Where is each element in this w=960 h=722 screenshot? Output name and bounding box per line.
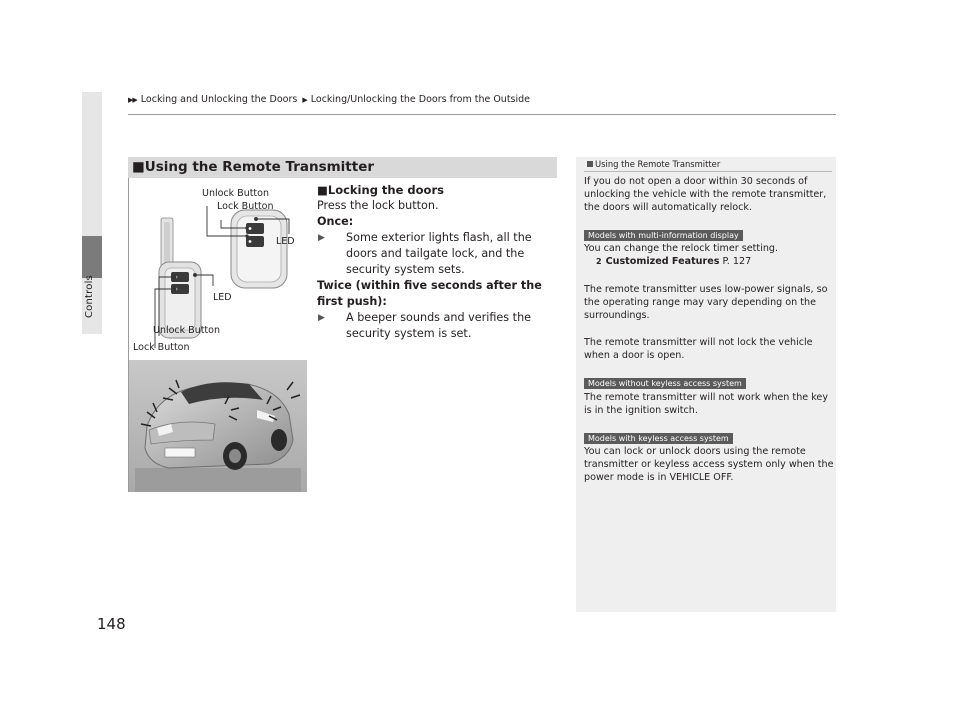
notes-panel	[576, 157, 836, 612]
twice-text: A beeper sounds and verifies the security system is set.	[346, 311, 532, 340]
breadcrumb	[128, 94, 530, 105]
badge-with-keyless: Models with keyless access system	[584, 433, 733, 444]
header-divider	[128, 114, 836, 115]
notes-title	[587, 159, 720, 169]
twice-label: Twice (within five seconds after the first push):	[317, 279, 542, 308]
notes-title-text: Using the Remote Transmitter	[595, 159, 721, 169]
note-relock: If you do not open a door within 30 seconds of unlocking the vehicle with the remote transmitter, the doors will automatically relock.	[584, 176, 827, 213]
callout-led-bottom: LED	[213, 292, 232, 303]
breadcrumb-separator: ▶	[302, 96, 307, 104]
once-text: Some exterior lights flash, all the doors and tailgate lock, and the security system sets.	[346, 231, 532, 276]
arrow-icon: ▶	[318, 313, 325, 323]
notes-divider	[584, 171, 832, 172]
section-title: ■Using the Remote Transmitter	[132, 159, 375, 175]
xref-customized-features[interactable]	[584, 255, 846, 268]
keyless-fob-image	[231, 210, 287, 288]
note-icon	[587, 161, 593, 167]
badge-without-keyless: Models without keyless access system	[584, 378, 746, 389]
callout-unlock-button-bottom: Unlock Button	[153, 325, 220, 336]
car-photo	[129, 360, 307, 492]
breadcrumb-marker: ▶▶	[128, 96, 137, 104]
xref-page: P. 127	[719, 256, 752, 267]
sidebar-label: Controls	[84, 275, 95, 318]
callout-lock-button-top: Lock Button	[217, 201, 274, 212]
xref-title: Customized Features	[605, 256, 720, 267]
note-ignition-switch: The remote transmitter will not work when the key is in the ignition switch.	[584, 392, 829, 416]
intro-text: Press the lock button.	[317, 199, 439, 212]
breadcrumb-part-2[interactable]: Locking/Unlocking the Doors from the Outside	[310, 94, 531, 105]
callout-unlock-button-top: Unlock Button	[202, 188, 269, 199]
side-tab-marker	[82, 236, 102, 278]
xref-arrow-icon: 2	[596, 257, 602, 266]
callout-led-top: LED	[276, 236, 295, 247]
note-relock-timer: You can change the relock timer setting.	[584, 243, 779, 254]
note-door-open: The remote transmitter will not lock the vehicle when a door is open.	[584, 337, 813, 361]
breadcrumb-part-1[interactable]: Locking and Unlocking the Doors	[140, 94, 298, 105]
arrow-icon: ▶	[318, 233, 325, 243]
note-low-power: The remote transmitter uses low-power signals, so the operating range may vary depending on the surroundings.	[584, 284, 828, 321]
remote-key-image	[159, 218, 201, 338]
remote-transmitter-illustration	[128, 178, 307, 492]
main-text	[317, 182, 559, 342]
twice-item	[317, 310, 559, 342]
once-label: Once:	[317, 215, 354, 228]
note-vehicle-off: You can lock or unlock doors using the remote transmitter or keyless access system only when the power mode is in VEHICLE OFF.	[584, 446, 834, 483]
callout-lock-button-bottom: Lock Button	[133, 342, 190, 353]
subheading-locking-doors: ■Locking the doors	[317, 183, 444, 197]
once-item	[317, 230, 559, 278]
page-number: 148	[97, 615, 126, 633]
badge-multi-info-display: Models with multi-information display	[584, 230, 743, 241]
section-heading-bar	[128, 157, 557, 178]
